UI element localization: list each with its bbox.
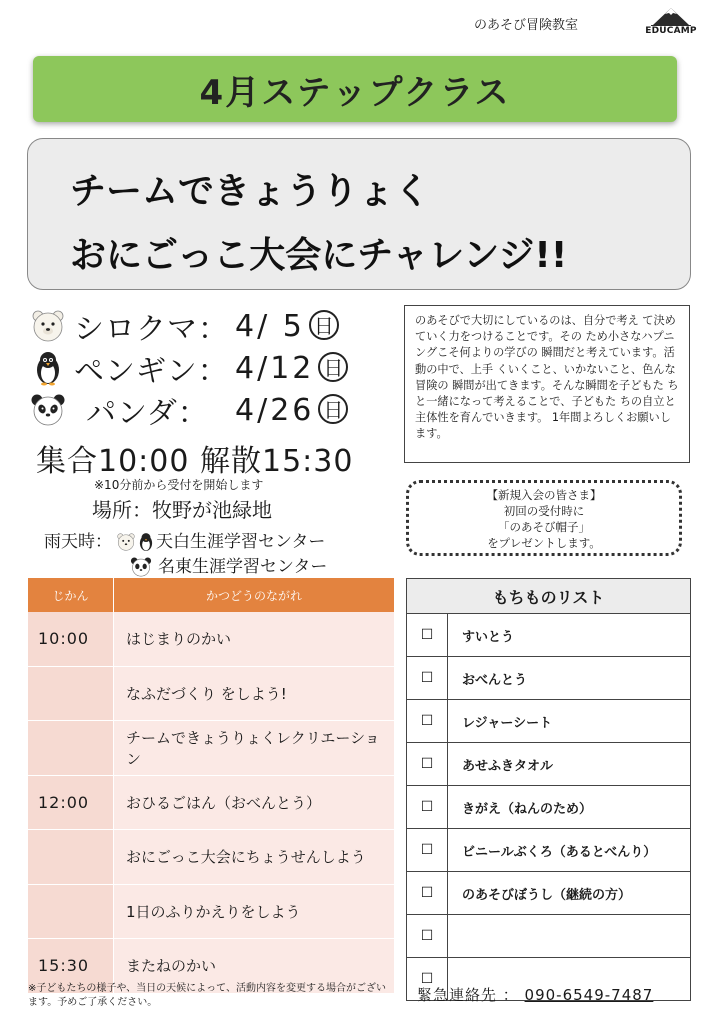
table-row [28,775,394,830]
polar-bear-icon [116,532,136,552]
schedule-date: 4/26 日 [235,393,348,428]
col-header-activity: かつどうのながれ [114,578,395,612]
row-activity: またねのかい [114,939,395,994]
panda-icon [30,392,66,428]
row-activity: なふだづくり をしよう! [114,666,395,721]
schedule-row-penguin [30,348,400,388]
headline-line-2: おにごっこ大会にチャレンジ!! [70,235,568,276]
table-row [28,884,394,939]
checklist-title: もちものリスト [407,579,691,614]
schedule-row-panda [30,390,400,430]
reception-note: ※10分前から受付を開始します [94,478,264,492]
checkbox[interactable]: ☐ [407,872,448,915]
list-item [407,829,691,872]
list-item [407,872,691,915]
activity-timetable [28,578,394,994]
item-label: ビニールぶくろ（あるとべんり） [448,829,691,872]
item-label: あせふきタオル [448,743,691,786]
item-label: すいとう [448,614,691,657]
emergency-phone[interactable]: 090-6549-7487 [524,986,654,1004]
schedule-label: シロクマ： [74,312,229,347]
rain-label: 雨天時： [44,532,112,552]
list-item [407,743,691,786]
rain-venue-1-text: 天白生涯学習センター [156,532,326,552]
weekday-badge: 日 [309,310,339,340]
table-row [28,830,394,885]
new-member-heading: 【新規入会の皆さま】 [486,488,602,502]
panda-icon [130,556,152,578]
row-time: 15:30 [28,939,114,994]
table-row [28,612,394,666]
row-time [28,666,114,721]
schedule-date: 4/ 5 日 [235,309,339,344]
row-time: 12:00 [28,775,114,830]
new-member-line: をプレゼントします。 [487,536,601,550]
row-activity: おひるごはん（おべんとう） [114,775,395,830]
list-item [407,915,691,958]
checkbox[interactable]: ☐ [407,700,448,743]
place: 場所：牧野が池緑地 [92,498,272,522]
item-label [448,915,691,958]
headline-line-1: チームできょうりょく [70,171,431,212]
polar-bear-icon [30,308,66,344]
penguin-icon [30,350,66,386]
checkbox[interactable]: ☐ [407,829,448,872]
rain-venue-2 [130,552,327,578]
checkbox[interactable]: ☐ [407,657,448,700]
row-activity: はじまりのかい [114,612,395,666]
schedule-label: パンダ： [86,396,209,431]
new-member-line: 「のあそび帽子」 [498,520,590,534]
row-activity: チームできょうりょくレクリエーション [114,721,395,776]
emergency-contact [417,984,653,1005]
checkbox[interactable]: ☐ [407,958,448,1001]
headline-box [27,138,691,290]
belongings-checklist [406,578,691,1001]
rain-venue-2-text: 名東生涯学習センター [158,557,328,577]
footnote: ※子どもたちの様子や、当日の天候によって、活動内容を変更する場合がございます。予めご了承ください。 [28,983,386,1008]
schedule-date: 4/12 日 [235,351,348,386]
weekday-badge: 日 [318,352,348,382]
item-label: のあそびぼうし（継続の方） [448,872,691,915]
new-member-line: 初回の受付時に [503,504,585,518]
emergency-label: 緊急連絡先 ： [417,986,525,1004]
new-member-notice [406,480,682,556]
logo-text: EDUCAMP [645,26,697,36]
item-label: レジャーシート [448,700,691,743]
timetable-header [28,578,394,612]
table-row [28,666,394,721]
col-header-time: じかん [28,578,114,612]
row-activity: 1日のふりかえりをしよう [114,884,395,939]
checkbox[interactable]: ☐ [407,786,448,829]
brand-name: のあそび冒険教室 [474,18,579,33]
mountain-icon [651,6,691,26]
row-time [28,884,114,939]
item-label: おべんとう [448,657,691,700]
schedule-row-polar-bear [30,306,400,346]
educamp-logo [640,6,702,40]
row-time: 10:00 [28,612,114,666]
checkbox[interactable]: ☐ [407,743,448,786]
message-box: のあそびで大切にしているのは、自分で考え て決めていく力をつけることです。その ため小さなハプニングこそ何よりの学びの 瞬間だと考えています。活動の中で、上手 くいくこと、いかないこと、色んな冒険の 瞬間が出てきます。そんな瞬間を子どもた ちと一緒になって考えることで、子どもた ちの自立と主体性を育んでいきます。 1年間よろしくお願いします。 [404,305,690,463]
table-row [28,721,394,776]
class-title: 4月ステップクラス [33,56,677,122]
weekday-badge: 日 [318,394,348,424]
row-activity: おにごっこ大会にちょうせんしよう [114,830,395,885]
list-item [407,614,691,657]
penguin-icon [136,532,156,552]
rain-venue-1 [116,527,325,552]
list-item [407,657,691,700]
row-time [28,721,114,776]
schedule-label: ペンギン： [74,354,229,389]
list-item [407,786,691,829]
meeting-time: 集合10:00 解散15:30 [36,444,354,479]
row-time [28,830,114,885]
list-item [407,700,691,743]
checkbox[interactable]: ☐ [407,614,448,657]
item-label: きがえ（ねんのため） [448,786,691,829]
checkbox[interactable]: ☐ [407,915,448,958]
